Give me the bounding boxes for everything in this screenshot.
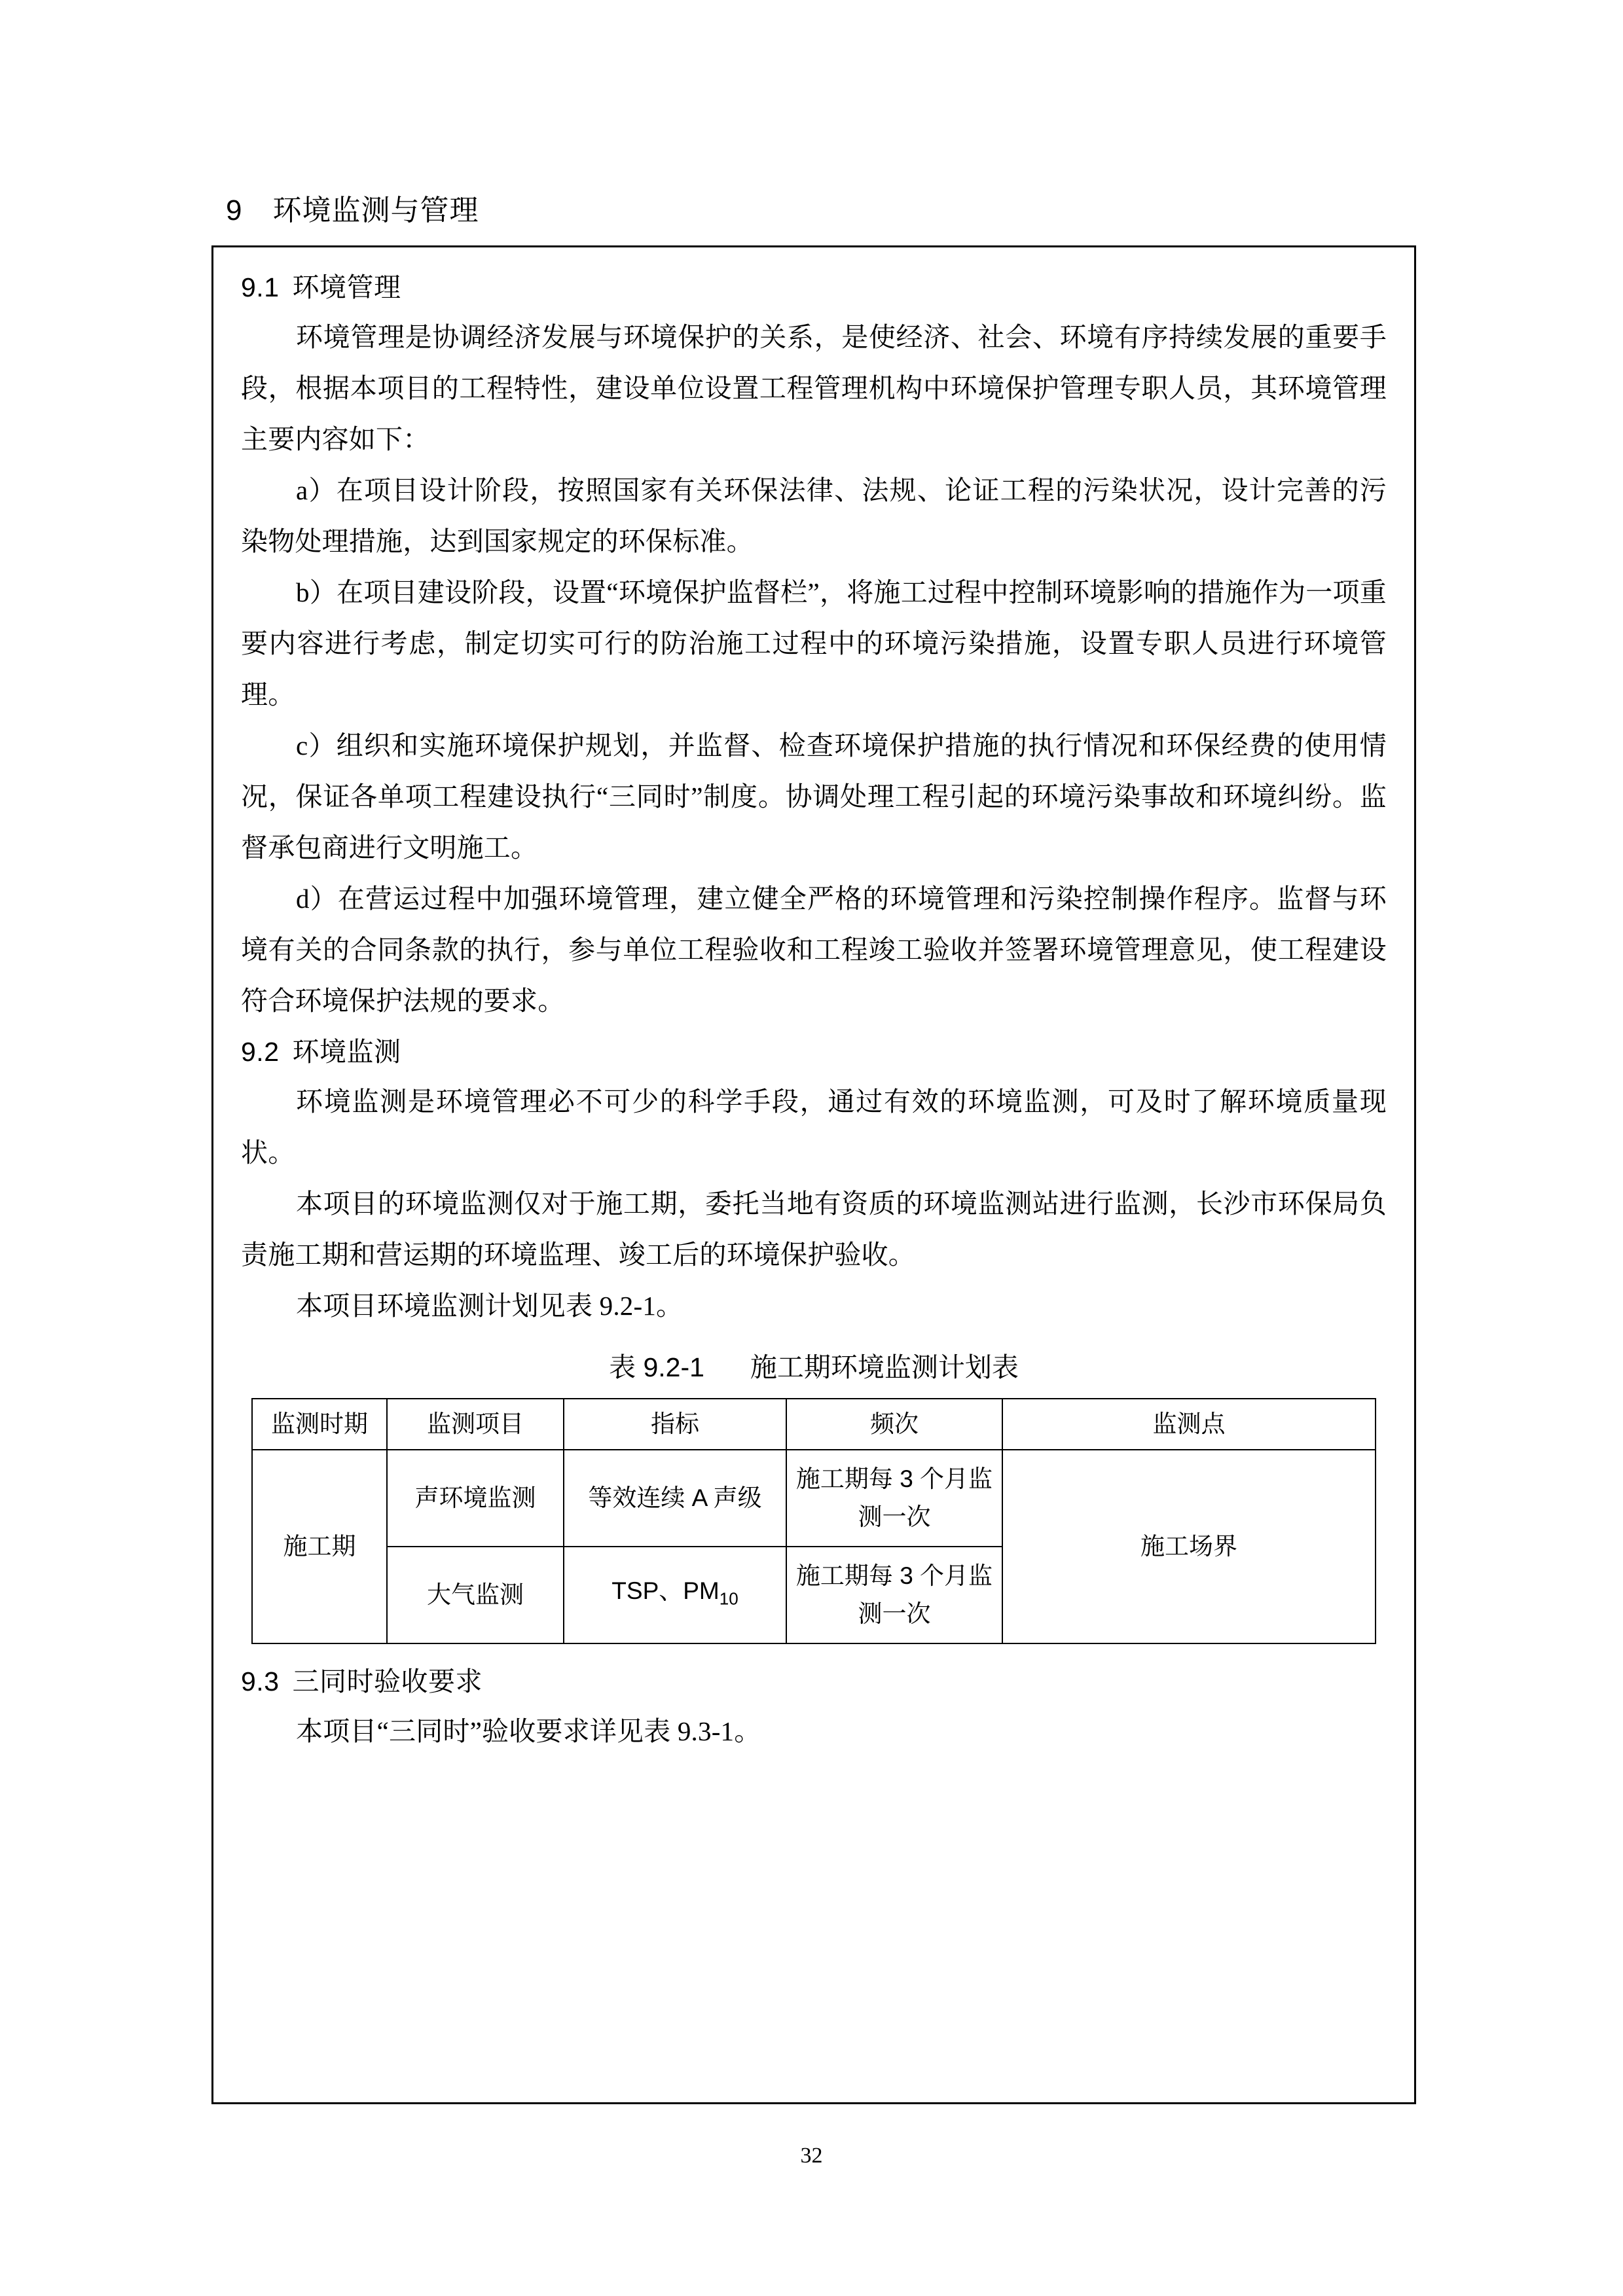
table-cell-frequency: 施工期每 3 个月监测一次 [786,1547,1002,1643]
table-caption-label: 表 9.2-1 [609,1352,704,1382]
table-cell-index: 等效连续 A 声级 [564,1450,786,1547]
table-header-cell: 监测项目 [387,1399,564,1450]
paragraph: 本项目“三同时”验收要求详见表 9.3-1。 [296,1716,761,1746]
section-heading-9-2 [241,1029,1387,1075]
paragraph: a）在项目设计阶段，按照国家有关环保法律、法规、论证工程的污染状况，设计完善的污染物处理措施，达到国家规定的环保标准。 [241,475,1387,556]
table-row [252,1450,1376,1547]
table-header-cell: 频次 [786,1399,1002,1450]
table-header-cell: 指标 [564,1399,786,1450]
index-text: TSP、PM [611,1577,720,1605]
paragraph: 环境监测是环境管理必不可少的科学手段，通过有效的环境监测，可及时了解环境质量现状。 [241,1086,1387,1168]
page-heading-number: 9 [226,194,243,226]
table-cell-point: 施工场界 [1002,1450,1376,1643]
section-title-9-2: 环境监测 [292,1037,401,1067]
section-title-9-1: 环境管理 [292,272,401,302]
section-number-9-2: 9.2 [241,1037,280,1067]
table-header-cell: 监测点 [1002,1399,1376,1450]
page-heading-title: 环境监测与管理 [272,194,479,226]
index-subscript: 10 [719,1588,739,1609]
paragraph: 本项目的环境监测仅对于施工期，委托当地有资质的环境监测站进行监测，长沙市环保局负责施工期和营运期的环境监理、竣工后的环境保护验收。 [241,1189,1387,1270]
table-cell-index [564,1547,786,1643]
section-heading-9-3 [241,1659,1387,1704]
table-cell-item: 声环境监测 [387,1450,564,1547]
table-header-cell: 监测时期 [252,1399,387,1450]
section-number-9-3: 9.3 [241,1666,280,1696]
paragraph: d）在营运过程中加强环境管理，建立健全严格的环境管理和污染控制操作程序。监督与环境有关的合同条款的执行，参与单位工程验收和工程竣工验收并签署环境管理意见，使工程建设符合环境保护法规的要求。 [241,884,1387,1016]
table-cell-period: 施工期 [252,1450,387,1643]
paragraph: 环境管理是协调经济发展与环境保护的关系，是使经济、社会、环境有序持续发展的重要手段，根据本项目的工程特性，建设单位设置工程管理机构中环境保护管理专职人员，其环境管理主要内容如下： [241,322,1387,454]
content-frame [211,245,1416,2104]
paragraph: 本项目环境监测计划见表 9.2-1。 [296,1291,684,1321]
table-caption-title: 施工期环境监测计划表 [750,1352,1019,1382]
section-number-9-1: 9.1 [241,272,280,302]
table-header-row [252,1399,1376,1450]
page-number: 32 [800,2144,823,2168]
paragraph: b）在项目建设阶段，设置“环境保护监督栏”，将施工过程中控制环境影响的措施作为一项重要内容进行考虑，制定切实可行的防治施工过程中的环境污染措施，设置专职人员进行环境管理。 [241,577,1387,709]
monitoring-plan-table [251,1398,1376,1644]
paragraph: c）组织和实施环境保护规划，并监督、检查环境保护措施的执行情况和环保经费的使用情况，保证各单项工程建设执行“三同时”制度。协调处理工程引起的环境污染事故和环境纠纷。监督承包商进行文明施工。 [241,730,1387,863]
table-caption [241,1343,1387,1391]
section-heading-9-1 [241,264,1387,310]
page-heading [226,187,479,228]
table-cell-item: 大气监测 [387,1547,564,1643]
section-title-9-3: 三同时验收要求 [292,1666,483,1696]
table-cell-frequency: 施工期每 3 个月监测一次 [786,1450,1002,1547]
